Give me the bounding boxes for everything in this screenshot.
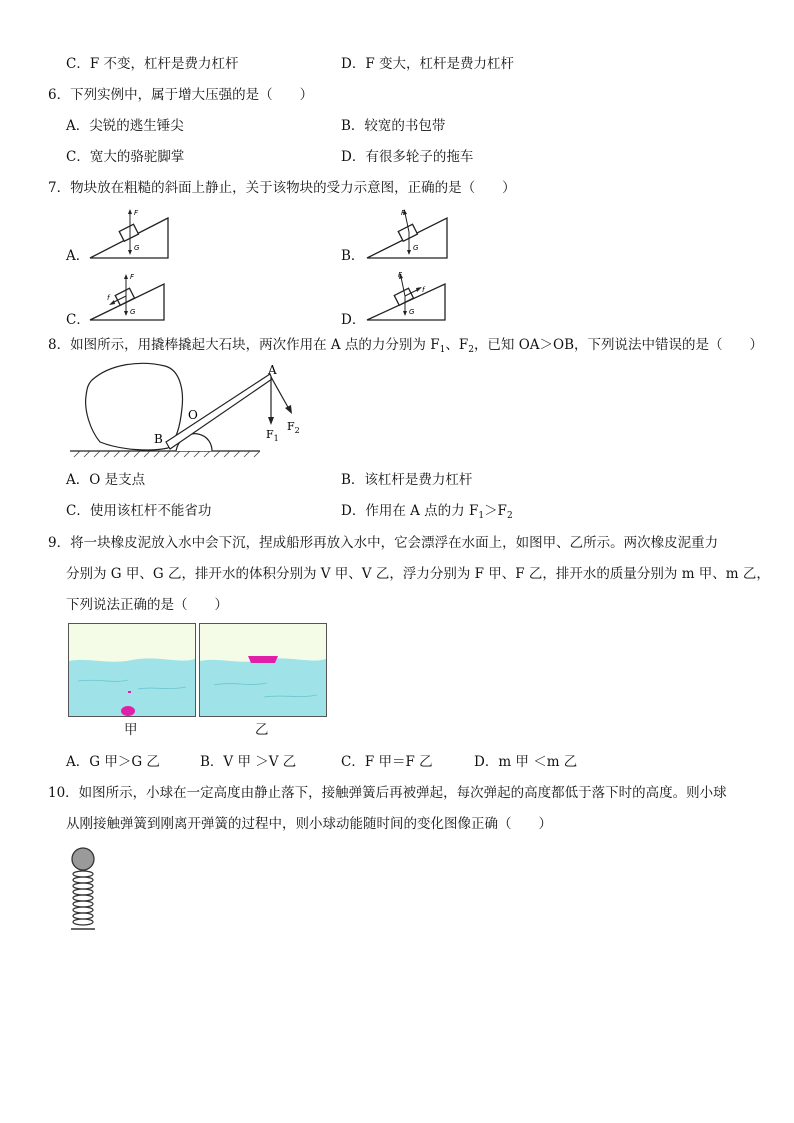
label-b: B [154,432,163,446]
clay-boat [248,656,278,663]
boulder [86,363,183,450]
q10-stem-line-1: 10．如图所示，小球在一定高度由静止落下，接触弹簧后再被弹起，每次弹起的高度都低于落下时的高度。则小球 [48,785,727,801]
q7d-label-g: G [409,308,415,316]
q8-option-d: D．作用在 A 点的力 $F_1>F_2$ [341,503,513,521]
q7c-label-g: G [130,308,136,316]
q9-option-c: C．F 甲＝F 乙 [341,754,433,770]
q10-spring-ball-figure [66,844,102,934]
q6-option-a: A．尖锐的逃生锤尖 [66,118,184,134]
ball [72,848,94,870]
label-f2: $F_2$ [287,420,300,435]
q7-option-d: D． [341,312,366,328]
q7a-label-g: G [134,244,140,252]
q7c-label-f: F [130,273,135,281]
q9-figure-yi [199,623,329,719]
q7a-label-f: F [134,209,139,217]
spring [73,871,93,925]
q8-option-a: A．O 是支点 [66,472,146,488]
q7-option-b: B． [341,248,365,264]
q7-figure-a [88,205,178,263]
q7-figure-b [365,205,455,263]
q8-option-b: B．该杠杆是费力杠杆 [341,472,473,488]
label-o: O [188,408,198,422]
q8-lever-figure [70,360,310,462]
q7-option-a: A． [66,248,90,264]
q6-option-d: D．有很多轮子的拖车 [341,149,474,165]
q7d-label-friction: f [422,286,425,294]
label-jia: 甲 [124,722,138,738]
q9-option-b: B．V 甲 ＞V 乙 [200,754,297,770]
q7c-label-friction: f [107,294,110,302]
q8-stem: 8．如图所示，用撬棒撬起大石块，两次作用在 A 点的力分别为 $F_1$、$F_2$，已知 OA＞OB，下列说法中错误的是（ ） [48,337,764,355]
q9-stem-line-1: 9．将一块橡皮泥放入水中会下沉，捏成船形再放入水中，它会漂浮在水面上，如图甲、乙所示。两次橡皮泥重力 [48,535,719,551]
q7-figure-c [88,267,178,325]
label-f1: $F_1$ [266,428,279,443]
q5-option-c: C．F 不变，杠杆是费力杠杆 [66,56,239,72]
q8-option-c: C．使用该杠杆不能省功 [66,503,212,519]
q9-stem-line-3: 下列说法正确的是（ ） [66,597,228,613]
label-a: A [268,363,277,377]
q7b-label-g: G [413,244,419,252]
q10-stem-line-2: 从刚接触弹簧到刚离开弹簧的过程中，则小球动能随时间的变化图像正确（ ） [66,816,552,832]
q7-stem: 7．物块放在粗糙的斜面上静止，关于该物块的受力示意图，正确的是（ ） [48,180,516,196]
q7b-label-f: F [401,209,406,217]
q5-option-d: D．F 变大，杠杆是费力杠杆 [341,56,514,72]
q9-option-d: D．m 甲 ＜m 乙 [474,754,578,770]
q9-stem-line-2: 分别为 G 甲、G 乙，排开水的体积分别为 V 甲、V 乙，浮力分别为 F 甲、F 乙，排开水的质量分别为 m 甲、m 乙， [66,566,770,582]
q9-figure-jia [68,623,198,719]
q7-option-c: C． [66,312,90,328]
clay-lump [121,706,135,716]
q7-figure-d [365,267,455,325]
q7d-label-f: F [398,271,403,279]
q6-stem: 6．下列实例中，属于增大压强的是（ ） [48,87,314,103]
q6-option-b: B．较宽的书包带 [341,118,446,134]
q6-option-c: C．宽大的骆驼脚掌 [66,149,185,165]
label-yi: 乙 [255,722,269,738]
q9-option-a: A．G 甲＞G 乙 [66,754,160,770]
